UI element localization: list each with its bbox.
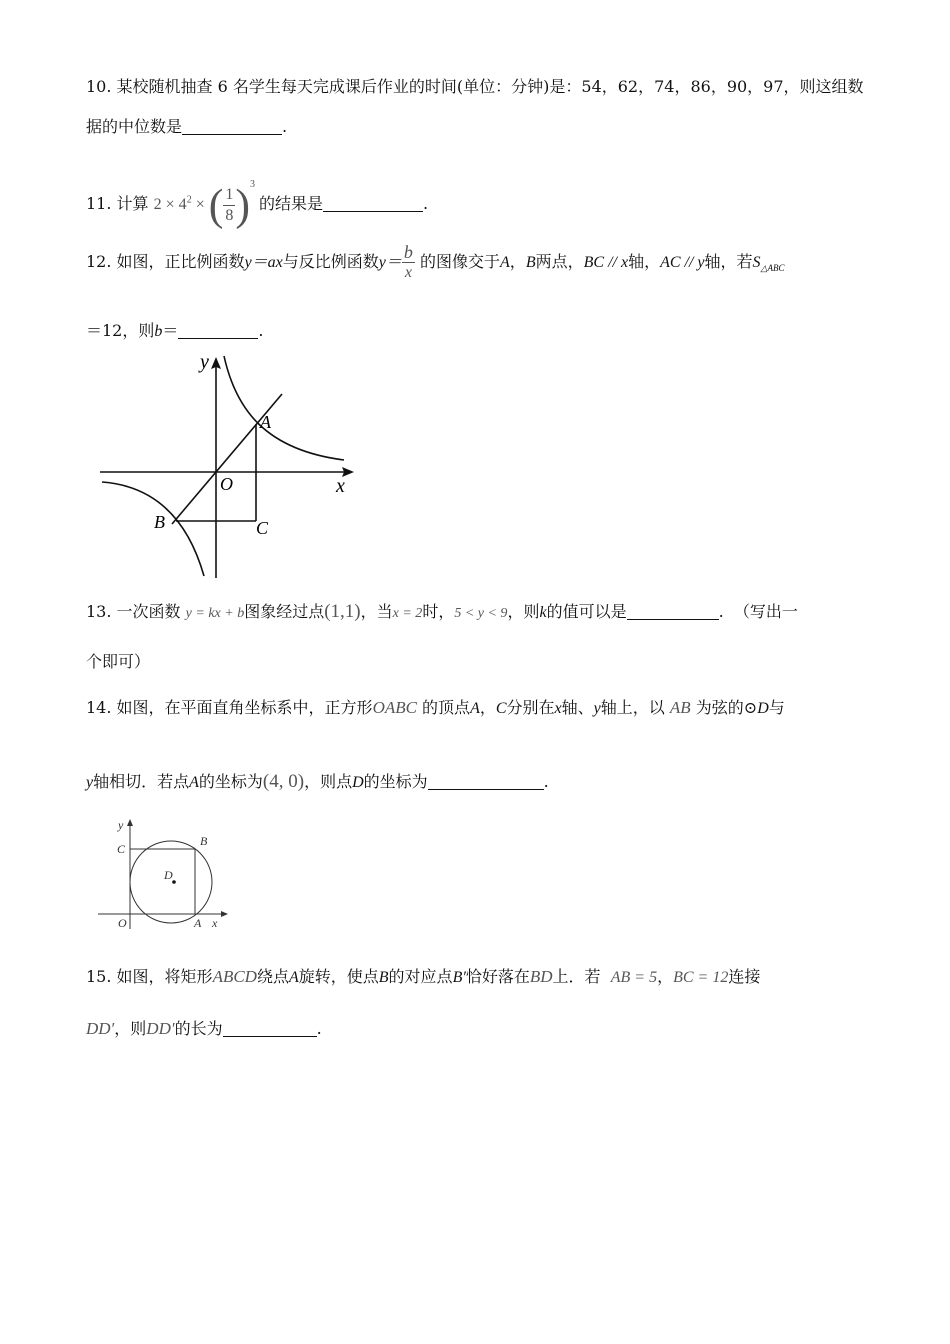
label-o: O	[220, 474, 233, 494]
square-oabc	[130, 849, 195, 914]
answer-blank[interactable]	[182, 118, 282, 135]
question-number: 11.	[86, 194, 112, 213]
hyperbola-branch-2	[102, 482, 204, 576]
label-b: B	[200, 834, 208, 848]
circle-d	[130, 841, 212, 923]
answer-blank[interactable]	[178, 322, 258, 339]
question-13-line-1: 13. 一次函数 y = kx + b图象经过点(1,1)，当x = 2时，5 < y < 9，则k的值可以是 . （写出一	[86, 601, 798, 622]
label-x: x	[212, 916, 218, 930]
label-x: x	[336, 475, 345, 497]
label-c: C	[117, 842, 126, 856]
answer-blank[interactable]	[223, 1020, 317, 1037]
label-c: C	[256, 518, 269, 538]
label-y: y	[200, 351, 209, 373]
question-11: 11. 计算 $2 \times 4^2$ × ( $\frac{1}{8}$ )$^3$ 的结果是 .	[86, 179, 429, 230]
label-o: O	[118, 916, 127, 930]
q12-figure	[96, 350, 366, 582]
question-10-line-1	[86, 76, 864, 98]
left-paren: (	[208, 180, 224, 230]
question-number: 13.	[86, 602, 112, 621]
question-13-line-2: 个即可）	[86, 652, 151, 671]
question-12-line-2: ＝12，则b＝ .	[86, 321, 264, 340]
question-15-line-2: DD′，则DD′的长为 .	[86, 1019, 322, 1038]
right-paren: )	[235, 180, 251, 230]
q14-figure	[96, 815, 236, 935]
fraction: $\frac{b}{x}$	[403, 242, 413, 281]
equation: y = kx + b	[185, 606, 245, 621]
question-text: 计算	[116, 194, 149, 213]
question-15-line-1: 15. 如图，将矩形ABCD绕点A旋转，使点B的对应点B′恰好落在BD上．若 AB = 5，BC = 12连接	[86, 967, 761, 986]
label-a: A	[260, 412, 271, 432]
x-axis-arrow	[221, 911, 228, 917]
question-12-line-1: 12. 如图，正比例函数y＝ax与反比例函数y＝ $\frac{b}{x}$ 的图像交于A，B两点，BC // x轴，AC // y轴，若$S_{\triangle ABC}$	[86, 242, 785, 281]
question-text: 的结果是	[259, 194, 324, 213]
question-14-line-2: y轴相切．若点A的坐标为(4, 0)，则点D的坐标为 .	[86, 771, 549, 792]
answer-blank[interactable]	[428, 773, 544, 790]
math-expression: $2 \times 4^2$ × ( $\frac{1}{8}$ )$^3$	[153, 179, 256, 230]
center-point-d	[172, 880, 176, 884]
answer-blank[interactable]	[627, 603, 719, 620]
question-number: 14.	[86, 698, 112, 717]
equation: y＝ax	[244, 254, 283, 271]
question-text: 据的中位数是	[86, 117, 183, 136]
question-text: 某校随机抽查 6 名学生每天完成课后作业的时间(单位：分钟)是：54，62，74，86，90，97，则这组数	[116, 77, 864, 96]
question-number: 12.	[86, 252, 112, 271]
question-10-line-2: 据的中位数是 .	[86, 117, 288, 136]
label-d: D	[164, 868, 173, 882]
question-number: 10.	[86, 77, 112, 96]
fraction: $\frac{1}{8}$	[225, 185, 234, 224]
label-y: y	[118, 818, 124, 832]
label-a: A	[194, 916, 202, 930]
question-14-line-1: 14. 如图，在平面直角坐标系中，正方形OABC 的顶点A，C分别在x轴、y轴上，以 AB 为弦的⊙D与	[86, 698, 785, 717]
hyperbola-branch-1	[224, 356, 344, 460]
label-b: B	[154, 512, 165, 532]
y-axis-arrow	[127, 819, 133, 826]
answer-blank[interactable]	[323, 195, 423, 212]
question-number: 15.	[86, 967, 112, 986]
